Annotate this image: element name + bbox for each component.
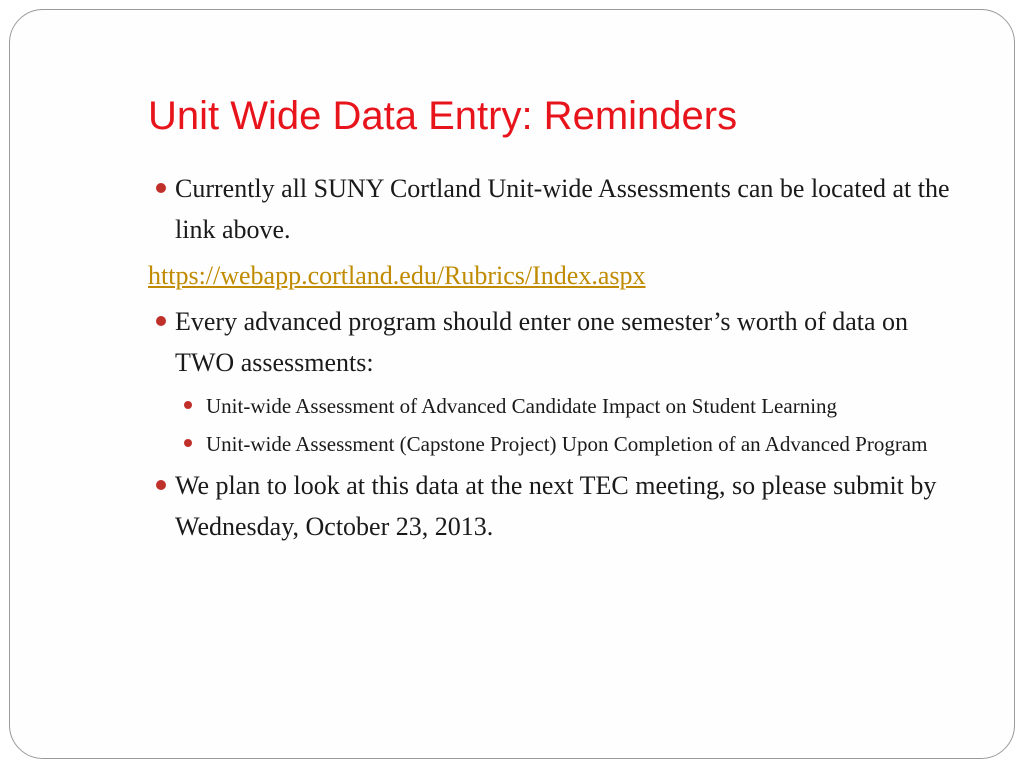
sub-bullet-dot-icon	[184, 439, 192, 447]
sub-bullet-item	[148, 427, 968, 461]
bullet-dot-icon	[156, 316, 166, 326]
bullet-text: We plan to look at this data at the next TEC meeting, so please submit by Wednesday, October 23, 2013.	[175, 471, 937, 541]
sub-bullet-text: Unit-wide Assessment of Advanced Candidate Impact on Student Learning	[206, 394, 838, 418]
sub-bullet-dot-icon	[184, 401, 192, 409]
rubrics-link[interactable]: https://webapp.cortland.edu/Rubrics/Index.aspx	[148, 261, 646, 290]
sub-bullet-text: Unit-wide Assessment (Capstone Project) Upon Completion of an Advanced Program	[206, 432, 928, 456]
bullet-dot-icon	[156, 183, 166, 193]
bullet-item	[148, 168, 968, 250]
sub-bullet-item	[148, 389, 968, 423]
link-line	[148, 256, 968, 296]
bullet-text: Currently all SUNY Cortland Unit-wide Assessments can be located at the link above.	[175, 174, 950, 244]
bullet-dot-icon	[156, 480, 166, 490]
slide-content	[148, 168, 968, 553]
bullet-item	[148, 465, 968, 547]
bullet-item	[148, 301, 968, 383]
slide-title: Unit Wide Data Entry: Reminders	[148, 94, 738, 138]
bullet-text: Every advanced program should enter one semester’s worth of data on TWO assessments:	[175, 307, 909, 377]
